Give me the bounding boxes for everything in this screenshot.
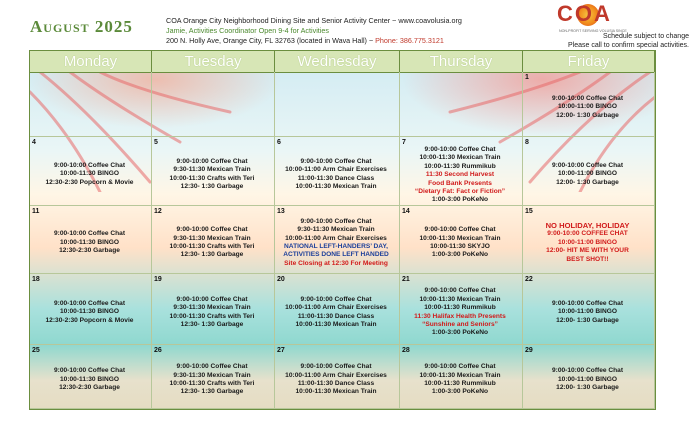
event-line: 12:00- 1:30 Garbage	[556, 316, 619, 324]
day-number: 11	[32, 208, 40, 215]
day-number: 8	[525, 139, 529, 146]
event-line: 12:00- HIT ME WITH YOUR	[546, 247, 629, 255]
page-header	[0, 0, 695, 50]
event-line: 9:00-10:00 Coffee Chat	[424, 287, 496, 295]
day-number: 13	[277, 208, 285, 215]
event-line: 9:00-10:00 Coffee Chat	[424, 146, 496, 153]
event-line: Food Bank Presents	[428, 179, 492, 187]
day-number: 22	[525, 276, 533, 283]
day-number: 6	[277, 139, 281, 146]
event-line: 10:00-11:00 BINGO	[557, 103, 617, 111]
event-line: 9:00-10:00 Coffee Chat	[551, 94, 624, 102]
day-cell-11	[30, 206, 152, 274]
event-line: 10:00-11:00 Arm Chair Exercises	[285, 234, 387, 242]
empty-day-cell	[275, 72, 400, 137]
address-text: 200 N. Holly Ave, Orange City, FL 32763 (located in Wava Hall) ~	[166, 36, 376, 45]
event-line: 11:30 Halifax Health Presents	[414, 312, 506, 320]
day-number: 27	[277, 347, 285, 354]
day-cell-7	[400, 137, 523, 206]
event-line: 12:00- 1:30 Garbage	[556, 384, 619, 392]
event-line: 9:00-10:00 Coffee Chat	[176, 157, 248, 165]
day-cell-6	[275, 137, 400, 206]
event-line: 10:00-11:00 BINGO	[557, 375, 617, 383]
day-cell-20	[275, 274, 400, 345]
month-title: August 2025	[30, 17, 133, 36]
event-line: 10:00-11:00 BINGO	[557, 170, 617, 178]
phone-text: Phone: 386.775.3121	[375, 36, 444, 45]
event-line: 11:00-11:30 Dance Class	[297, 380, 375, 387]
event-line: 9:00-10:00 Coffee Chat	[300, 217, 372, 225]
empty-day-cell	[152, 72, 275, 137]
event-line: 12:30- 1:30 Garbage	[180, 182, 244, 190]
event-line: 12:00- 1:30 Garbage	[556, 111, 619, 119]
day-number: 5	[154, 139, 158, 146]
event-line: ACTIVITIES DONE LEFT HANDED	[283, 251, 389, 259]
event-line: 10:00-11:30 Mexican Train	[419, 371, 501, 379]
event-line: 10:00-11:30 SKYJO	[430, 243, 490, 250]
day-number: 29	[525, 347, 533, 354]
event-line: 9:30-11:30 Mexican Train	[173, 166, 251, 174]
event-line: NATIONAL LEFT-HANDERS’ DAY,	[284, 243, 388, 250]
event-line: 9:00-10:00 Coffee Chat	[424, 226, 496, 234]
day-number: 26	[154, 347, 162, 354]
logo-subtext: NON-PROFIT SERVING VOLUSIA SINCE	[559, 29, 627, 33]
event-line: 12:30- 1:30 Garbage	[180, 320, 244, 328]
event-line: 10:00-11:30 BINGO	[59, 170, 119, 178]
event-line: 10:00-11:30 Crafts with Teri	[169, 174, 255, 182]
day-header-monday: Monday	[30, 51, 152, 73]
day-number: 14	[402, 208, 410, 215]
event-line: 10:00-11:30 BINGO	[59, 375, 119, 383]
day-cell-5	[152, 137, 275, 206]
day-cell-14	[400, 206, 523, 274]
day-header-wednesday: Wednesday	[275, 51, 400, 73]
event-line: 10:00-11:30 Crafts with Teri	[169, 312, 255, 320]
event-line: 1:00-3:00 PoKeNo	[431, 196, 489, 204]
calendar-grid	[29, 50, 656, 410]
center-info	[166, 16, 462, 46]
event-line: 10:00-11:00 Arm Chair Exercises	[285, 371, 387, 379]
day-cell-19	[152, 274, 275, 345]
event-line: 9:00-10:00 Coffee Chat	[300, 363, 372, 371]
day-cell-27	[275, 345, 400, 409]
event-line: 9:00-10:00 Coffee Chat	[176, 226, 248, 234]
empty-day-cell	[400, 72, 523, 137]
event-line: 9:30-11:30 Mexican Train	[173, 371, 251, 379]
day-header-tuesday: Tuesday	[152, 51, 275, 73]
schedule-note	[568, 33, 689, 50]
event-line: 10:00-11:30 Rummikub	[424, 162, 496, 170]
event-line: 9:00-10:00 Coffee Chat	[53, 230, 126, 238]
day-header-friday: Friday	[523, 51, 655, 73]
event-line: 9:00-10:00 Coffee Chat	[53, 367, 126, 375]
logo-text: COA	[557, 1, 612, 26]
event-line: 10:00-11:30 Crafts with Teri	[169, 243, 255, 250]
note-line-2: Please call to confirm special activities.	[568, 41, 689, 49]
event-line: 9:00-10:00 Coffee Chat	[53, 299, 126, 307]
event-line: 10:00-11:30 Rummikub	[424, 380, 496, 387]
event-line: 10:00-11:30 Mexican Train	[295, 182, 377, 190]
event-line: 12:30-2:30 Popcorn & Movie	[45, 178, 134, 186]
day-cell-13	[275, 206, 400, 274]
event-line: BEST SHOT!!	[566, 255, 609, 263]
event-line: 9:00-10:00 Coffee Chat	[551, 299, 624, 307]
event-line: 10:00-11:00 Arm Chair Exercises	[285, 166, 387, 174]
event-line: 9:00-10:00 Coffee Chat	[176, 295, 248, 303]
event-line: 10:00-11:30 Crafts with Teri	[169, 380, 255, 387]
event-line: 9:30-11:30 Mexican Train	[173, 234, 251, 242]
event-line: 10:00-11:30 Mexican Train	[419, 234, 501, 242]
event-line: 9:00-10:00 Coffee Chat	[53, 161, 126, 169]
day-number: 25	[32, 347, 40, 354]
event-line: 9:00-10:00 Coffee Chat	[300, 157, 372, 165]
day-cell-8	[523, 137, 655, 206]
event-line: Site Closing at 12:30 For Meeting	[284, 259, 388, 267]
event-line: 12:00- 1:30 Garbage	[556, 178, 619, 186]
day-number: 28	[402, 347, 410, 354]
day-cell-4	[30, 137, 152, 206]
day-number: 21	[402, 276, 410, 283]
event-line: 10:00-11:00 BINGO	[557, 308, 617, 316]
day-number: 7	[402, 139, 406, 146]
day-number: 12	[154, 208, 162, 215]
event-line: 10:00-11:30 Mexican Train	[295, 320, 377, 328]
event-line: 10:00-11:30 BINGO	[59, 238, 119, 246]
event-line: 12:30-2:30 Popcorn & Movie	[45, 316, 134, 324]
day-cell-28	[400, 345, 523, 409]
event-line: 9:00-10:00 Coffee Chat	[176, 363, 248, 371]
event-line: “Dietary Fat: Fact or Fiction”	[414, 188, 506, 195]
event-line: 1:00-3:00 PoKeNo	[431, 329, 489, 337]
day-number: 18	[32, 276, 40, 283]
note-line-1: Schedule subject to change	[602, 33, 689, 40]
day-cell-22	[523, 274, 655, 345]
event-line: 9:00-10:00 Coffee Chat	[551, 367, 624, 375]
event-line: 10:00-11:30 Mexican Train	[419, 154, 501, 162]
event-line: NO HOLIDAY, HOLIDAY	[545, 221, 630, 230]
day-number: 19	[154, 276, 162, 283]
event-line: 10:00-11:30 Mexican Train	[295, 388, 377, 396]
event-line: 9:00-10:00 COFFEE CHAT	[547, 230, 628, 238]
event-line: 9:30-11:30 Mexican Train	[297, 226, 375, 234]
event-line: 12:30-2:30 Garbage	[59, 247, 120, 255]
day-cell-21	[400, 274, 523, 345]
event-line: 9:00-10:00 Coffee Chat	[300, 295, 372, 303]
event-line: 1:00-3:00 PoKeNo	[431, 251, 489, 259]
address-line	[166, 36, 462, 46]
day-number: 20	[277, 276, 285, 283]
day-cell-1	[523, 72, 655, 137]
day-cell-12	[152, 206, 275, 274]
event-line: 9:00-10:00 Coffee Chat	[424, 363, 496, 371]
event-line: 11:30 Second Harvest	[425, 171, 495, 179]
day-cell-25	[30, 345, 152, 409]
event-line: 9:00-10:00 Coffee Chat	[551, 161, 624, 169]
day-cell-29	[523, 345, 655, 409]
day-number: 1	[525, 74, 529, 81]
event-line: 10:00-11:00 Arm Chair Exercises	[285, 304, 387, 312]
day-cell-18	[30, 274, 152, 345]
day-number: 4	[32, 139, 36, 146]
event-line: 1:00-3:00 PoKeNo	[431, 388, 489, 396]
event-line: 10:00-11:30 Rummikub	[424, 304, 496, 312]
event-line: 12:30- 1:30 Garbage	[180, 251, 244, 259]
coordinator-line: Jamie, Activities Coordinator Open 9-4 for Activities	[166, 26, 329, 35]
event-line: 9:30-11:30 Mexican Train	[173, 304, 251, 312]
empty-day-cell	[30, 72, 152, 137]
day-cell-15	[523, 206, 655, 274]
event-line: 10:00-11:00 BINGO	[557, 238, 617, 246]
day-number: 15	[525, 208, 533, 215]
center-name: COA Orange City Neighborhood Dining Site and Senior Activity Center ~ www.coavolusia.org	[166, 16, 462, 25]
event-line: 12:30- 1:30 Garbage	[180, 388, 244, 396]
event-line: “Sunshine and Seniors”	[422, 320, 498, 328]
day-cell-26	[152, 345, 275, 409]
event-line: 11:00-11:30 Dance Class	[297, 174, 375, 182]
day-header-thursday: Thursday	[400, 51, 523, 73]
coa-logo	[555, 1, 635, 33]
event-line: 12:30-2:30 Garbage	[59, 384, 120, 392]
event-line: 10:00-11:30 BINGO	[59, 308, 119, 316]
event-line: 10:00-11:30 Mexican Train	[419, 295, 501, 303]
event-line: 11:00-11:30 Dance Class	[297, 312, 375, 320]
